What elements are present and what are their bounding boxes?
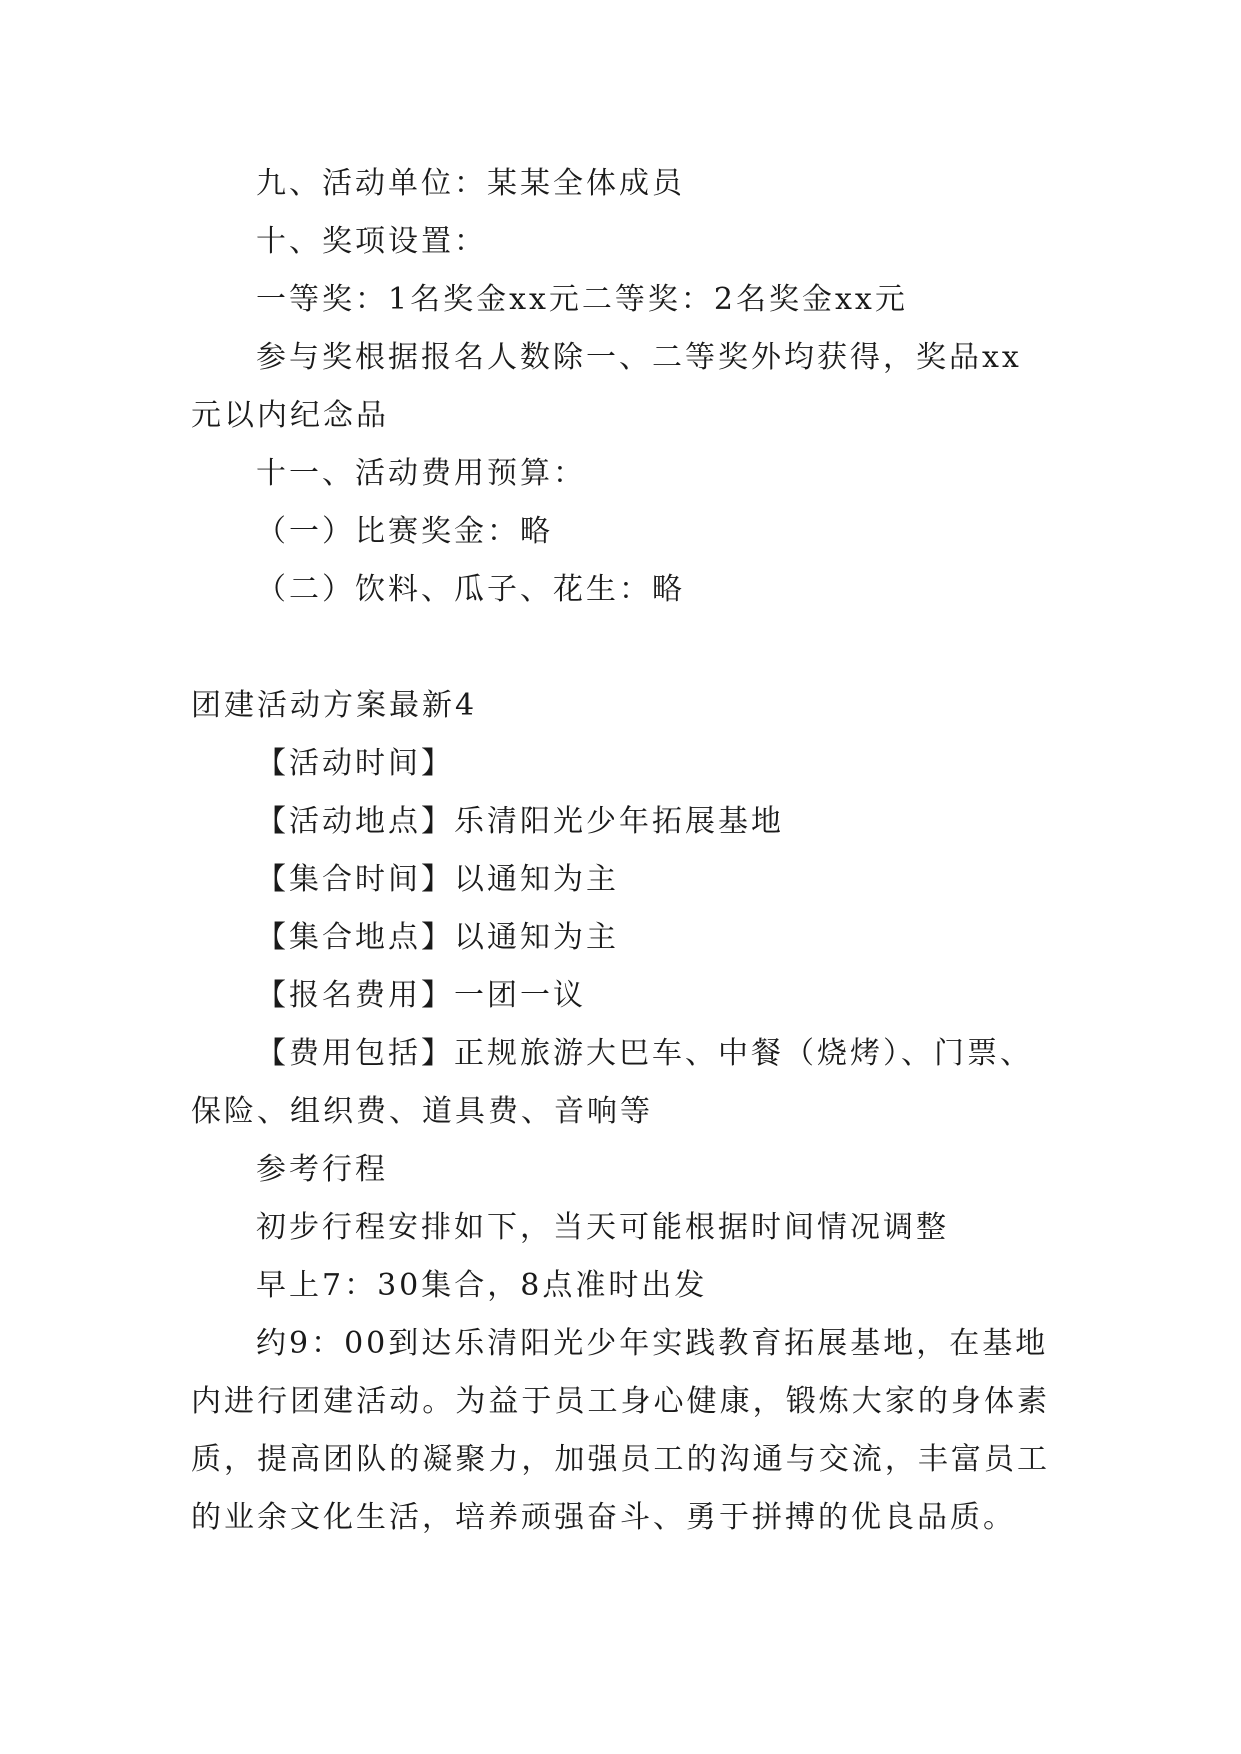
paragraph-arrival: 约9：00到达乐清阳光少年实践教育拓展基地，在基地 [256,1326,1049,1361]
paragraph-award-heading: 十、奖项设置： [256,224,487,259]
paragraph-reference-itinerary: 参考行程 [256,1152,388,1187]
paragraph-activity-location: 【活动地点】乐清阳光少年拓展基地 [256,804,784,839]
paragraph-first-second-prize: 一等奖：1名奖金xx元二等奖：2名奖金xx元 [256,282,908,317]
paragraph-arrival-cont-2: 质，提高团队的凝聚力，加强员工的沟通与交流，丰富员工 [191,1442,1047,1477]
paragraph-activity-unit: 九、活动单位：某某全体成员 [256,166,685,201]
paragraph-registration-fee: 【报名费用】一团一议 [256,978,586,1013]
paragraph-budget-heading: 十一、活动费用预算： [256,456,586,491]
section-title: 团建活动方案最新4 [191,688,478,723]
paragraph-participation-prize-cont: 元以内纪念品 [191,398,389,433]
paragraph-budget-item-1: （一）比赛奖金：略 [256,514,553,549]
paragraph-itinerary-intro: 初步行程安排如下，当天可能根据时间情况调整 [256,1210,949,1245]
paragraph-arrival-cont-1: 内进行团建活动。为益于员工身心健康，锻炼大家的身体素 [191,1384,1047,1419]
paragraph-arrival-cont-3: 的业余文化生活，培养顽强奋斗、勇于拼搏的优良品质。 [191,1500,1016,1535]
paragraph-budget-item-2: （二）饮料、瓜子、花生：略 [256,572,685,607]
paragraph-fee-includes: 【费用包括】正规旅游大巴车、中餐（烧烤）、门票、 [256,1036,1033,1071]
paragraph-gathering-location: 【集合地点】以通知为主 [256,920,619,955]
paragraph-participation-prize: 参与奖根据报名人数除一、二等奖外均获得，奖品xx [256,340,1022,375]
paragraph-fee-includes-cont: 保险、组织费、道具费、音响等 [191,1094,653,1129]
paragraph-activity-time: 【活动时间】 [256,746,454,781]
paragraph-gathering-time: 【集合时间】以通知为主 [256,862,619,897]
paragraph-morning-schedule: 早上7：30集合，8点准时出发 [256,1268,708,1303]
